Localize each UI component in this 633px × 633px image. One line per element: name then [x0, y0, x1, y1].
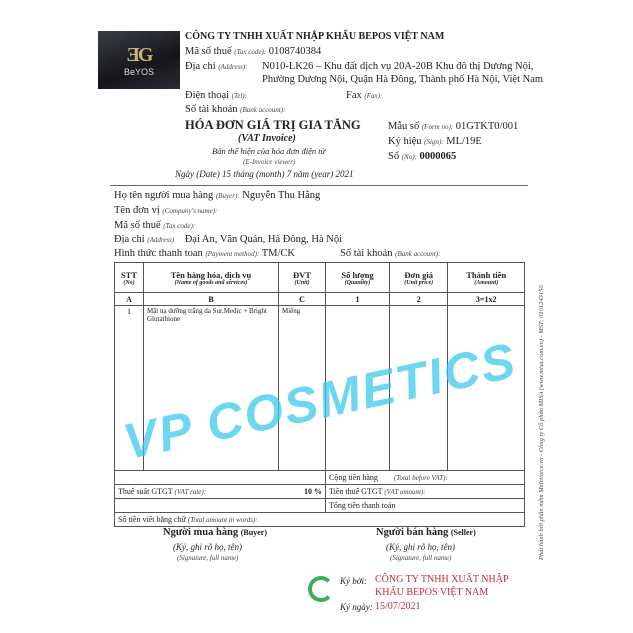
- divider: [110, 185, 528, 186]
- seller-tax: Mã số thuế (Tax code): 0108740384: [185, 46, 322, 57]
- col-unit: ĐVT (Unit): [279, 263, 326, 293]
- seller-address-1: N010-LK26 – Khu đất dịch vụ 20A-20B Khu đô thị Dương Nội,: [262, 61, 534, 72]
- buyer-name: Họ tên người mua hàng (Buyer): Nguyễn Thu Hằng: [114, 190, 321, 201]
- signed-by-2: KHẨU BEPOS VIỆT NAM: [375, 587, 489, 598]
- signed-date: 15/07/2021: [375, 601, 421, 612]
- buyer-tax: Mã số thuế (Tax code):: [114, 220, 196, 231]
- col-amount: Thành tiền (Amount): [448, 263, 525, 293]
- seller-name: CÔNG TY TNHH XUẤT NHẬP KHẨU BEPOS VIỆT NAM: [185, 31, 445, 42]
- company-logo: ƎG BeYOS: [98, 31, 180, 89]
- watermark: VP COSMETICS: [118, 332, 522, 470]
- seller-fax: Fax (Fax):: [346, 90, 383, 101]
- col-no: STT (No): [115, 263, 144, 293]
- row-no: 1: [115, 306, 144, 471]
- signed-by-label: Ký bởi:: [340, 576, 368, 586]
- buyer-sign-title: Người mua hàng (Buyer): [163, 527, 267, 538]
- software-footer: Phát hành bởi phần mềm MeInvoice.vn - Công ty Cổ phần MISA (www.misa.com.vn) - MST: 0101243150: [538, 285, 545, 560]
- invoice-title: HÓA ĐƠN GIÁ TRỊ GIA TĂNG: [185, 118, 361, 132]
- invoice-title-en: (VAT Invoice): [238, 133, 296, 144]
- sign-number: Ký hiệu (Sign): ML/19E: [388, 136, 482, 147]
- row-unit: Miếng: [279, 306, 326, 471]
- invoice-subtitle: Bản thể hiện của hóa đơn điện tử: [212, 146, 326, 156]
- total-before-vat: Cộng tiền hàng (Total before VAT):: [326, 471, 525, 485]
- col-name: Tên hàng hóa, dịch vụ (Name of goods and services): [144, 263, 279, 293]
- buyer-address: Địa chỉ (Address) Đại An, Văn Quán, Hà Đông, Hà Nội: [114, 234, 342, 245]
- seller-bank: Số tài khoản (Bank account):: [185, 104, 286, 115]
- col-qty: Số lượng (Quantity): [326, 263, 390, 293]
- seller-sign-note: (Ký, ghi rõ họ, tên): [386, 542, 455, 552]
- code: 1: [326, 293, 390, 306]
- code: A: [115, 293, 144, 306]
- row-name: Mặt nạ dưỡng trắng da Sur.Medic + Bright Glutathione: [144, 306, 279, 471]
- buyer-sign-note-en: (Signature, full name): [177, 554, 239, 562]
- invoice-date: Ngày (Date) 15 tháng (month) 7 năm (year) 2021: [175, 169, 354, 179]
- code: 2: [390, 293, 448, 306]
- signature-check-icon: [308, 576, 334, 602]
- grand-total: Tổng tiền thanh toán: [326, 499, 525, 513]
- col-price: Đơn giá (Unit price): [390, 263, 448, 293]
- code: 3=1x2: [448, 293, 525, 306]
- vat-rate: Thuế suất GTGT (VAT rate): 10 %: [115, 485, 326, 499]
- invoice-number: Số (No): 0000065: [388, 151, 457, 162]
- seller-tel: Điện thoại (Tel):: [185, 90, 247, 101]
- amount-in-words: Số tiền viết bằng chữ (Total amount in words):: [115, 513, 525, 527]
- seller-sign-note-en: (Signature, full name): [390, 554, 452, 562]
- seller-sign-title: Người bán hàng (Seller): [376, 527, 476, 538]
- signed-date-label: Ký ngày:: [340, 602, 373, 612]
- seller-address-2: Phường Dương Nội, Quận Hà Đông, Thành phố Hà Nội, Việt Nam: [262, 74, 544, 85]
- buyer-sign-note: (Ký, ghi rõ họ, tên): [173, 542, 242, 552]
- buyer-bank: Số tài khoản (Bank account):: [340, 248, 441, 259]
- vat-amount: Tiền thuế GTGT (VAT amount):: [326, 485, 525, 499]
- code: B: [144, 293, 279, 306]
- signed-by-1: CÔNG TY TNHH XUẤT NHẬP: [375, 574, 509, 585]
- payment-method: Hình thức thanh toan (Payment method): TM/CK: [114, 248, 295, 259]
- buyer-company: Tên đơn vị (Company's name):: [114, 205, 218, 216]
- invoice-subtitle-en: (E-Invoice viewer): [243, 158, 296, 166]
- form-number: Mẫu số (Form no): 01GTKT0/001: [388, 121, 519, 132]
- seller-address-label: Địa chỉ (Address):: [185, 61, 248, 72]
- code: C: [279, 293, 326, 306]
